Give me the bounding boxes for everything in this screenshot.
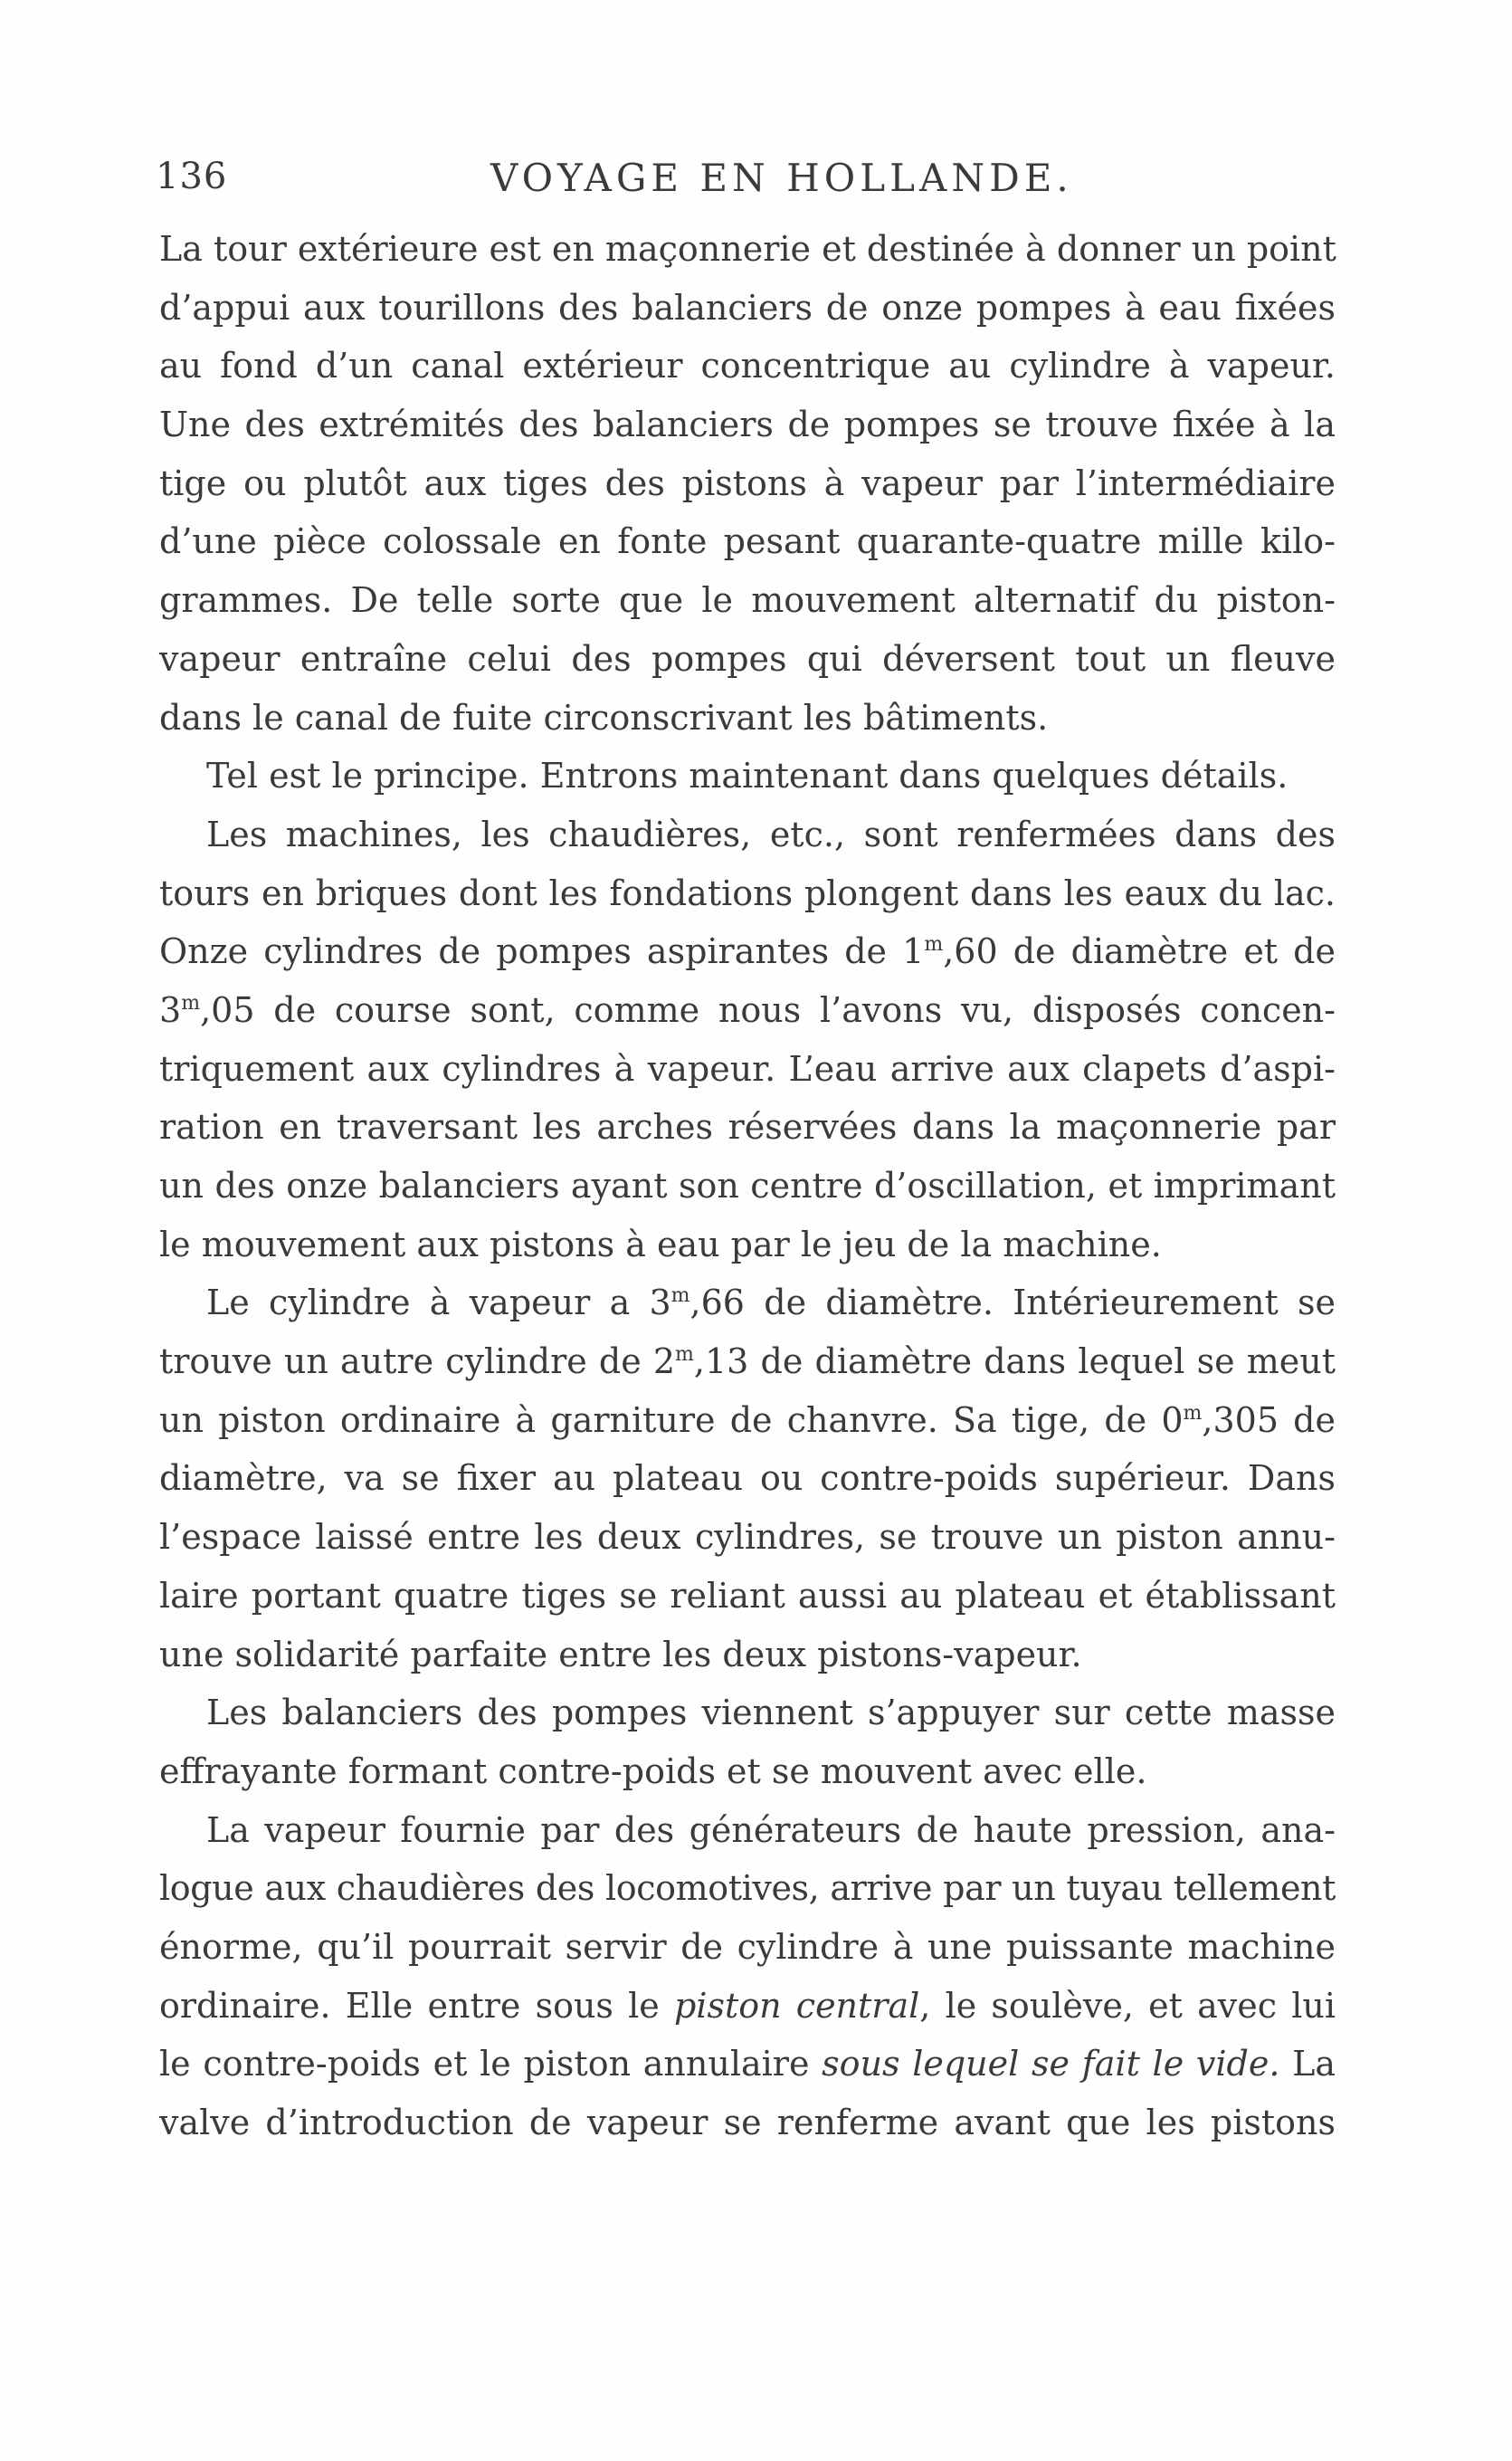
text-fragment: trouve un autre cylindre de 2: [159, 1341, 676, 1382]
text-line-with-superscript: [159, 981, 1336, 1040]
text-line: le mouvement aux pistons à eau par le jeu de la machine.: [159, 1224, 1162, 1264]
paragraph-1: [159, 220, 1336, 747]
text-line: un des onze balanciers ayant son centre d’oscillation, et imprimant: [159, 1166, 1336, 1206]
paragraph-4: [159, 1273, 1336, 1684]
header-title: VOYAGE EN HOLLANDE.: [490, 156, 1073, 200]
text-line: La vapeur fournie par des générateurs de haute pression, ana-: [206, 1809, 1336, 1850]
text-line: tours en briques dont les fondations plongent dans les eaux du lac.: [159, 873, 1336, 913]
text-line: vapeur entraîne celui des pompes qui déversent tout un fleuve: [159, 638, 1336, 679]
text-line: laire portant quatre tiges se reliant aussi au plateau et établissant: [159, 1575, 1336, 1616]
unit-superscript: m: [181, 991, 201, 1015]
text-line: La tour extérieure est en maçonnerie et destinée à donner un point: [159, 229, 1336, 269]
text-line: triquement aux cylindres à vapeur. L’eau arrive aux clapets d’aspi-: [159, 1048, 1336, 1089]
text-fragment: Le cylindre à vapeur a 3: [206, 1283, 671, 1323]
text-fragment: le contre-poids et le piston annulaire: [159, 2044, 823, 2084]
text-fragment: ,60 de diamètre et de: [943, 931, 1336, 972]
text-line: l’espace laissé entre les deux cylindres, se trouve un piston annu-: [159, 1517, 1336, 1558]
text-line: dans le canal de fuite circonscrivant les bâtiments.: [159, 697, 1049, 738]
text-line: Les balanciers des pompes viennent s’appuyer sur cette masse: [206, 1693, 1336, 1733]
text-line: grammes. De telle sorte que le mouvement alternatif du piston-: [159, 580, 1336, 621]
text-fragment: ordinaire. Elle entre sous le: [159, 1985, 674, 2026]
italic-phrase: sous lequel se fait le vide.: [822, 2044, 1280, 2084]
text-line-with-superscript: [159, 1391, 1336, 1450]
text-fragment: Onze cylindres de pompes aspirantes de 1: [159, 931, 925, 972]
text-fragment: ,13 de diamètre dans lequel se meut: [693, 1341, 1336, 1382]
text-line: effrayante formant contre-poids et se mouvent avec elle.: [159, 1750, 1147, 1791]
text-fragment: ,305 de: [1202, 1399, 1336, 1440]
text-line-with-superscript: [159, 1332, 1336, 1391]
text-line: une solidarité parfaite entre les deux pistons-vapeur.: [159, 1634, 1082, 1674]
text-line-with-superscript: [159, 1273, 1336, 1332]
paragraph-6: [159, 1801, 1336, 2152]
text-line: logue aux chaudières des locomotives, arrive par un tuyau tellement: [159, 1868, 1336, 1909]
text-fragment: ,05 de course sont, comme nous l’avons vu, disposés concen-: [200, 989, 1336, 1030]
text-fragment: ,66 de diamètre. Intérieurement se: [689, 1283, 1336, 1323]
text-line: d’une pièce colossale en fonte pesant quarante-quatre mille kilo-: [159, 521, 1336, 562]
body-text: [159, 220, 1336, 2152]
unit-superscript: m: [1183, 1401, 1203, 1425]
text-line: tige ou plutôt aux tiges des pistons à vapeur par l’intermédiaire: [159, 463, 1336, 503]
text-line: Les machines, les chaudières, etc., sont renfermées dans des: [206, 814, 1336, 854]
paragraph-2: [159, 747, 1336, 806]
italic-phrase: piston central: [673, 1985, 920, 2026]
text-line-with-superscript: [159, 922, 1336, 981]
text-line-with-italic: [159, 2035, 1336, 2094]
text-line: diamètre, va se fixer au plateau ou contre-poids supérieur. Dans: [159, 1458, 1336, 1499]
text-fragment: 3: [159, 989, 182, 1030]
text-line: au fond d’un canal extérieur concentrique au cylindre à vapeur.: [159, 346, 1336, 386]
text-line-with-italic: [159, 1977, 1336, 2036]
unit-superscript: m: [675, 1343, 694, 1367]
page-number: 136: [156, 156, 228, 197]
text-fragment: un piston ordinaire à garniture de chanvre. Sa tige, de 0: [159, 1399, 1184, 1440]
paragraph-5: [159, 1684, 1336, 1800]
text-line: énorme, qu’il pourrait servir de cylindre à une puissante machine: [159, 1926, 1336, 1967]
text-fragment: , le soulève, et avec lui: [919, 1985, 1336, 2026]
unit-superscript: m: [670, 1284, 690, 1308]
unit-superscript: m: [924, 933, 944, 957]
text-line: Une des extrémités des balanciers de pompes se trouve fixée à la: [159, 405, 1336, 445]
text-line: d’appui aux tourillons des balanciers de onze pompes à eau fixées: [159, 287, 1336, 328]
text-line: Tel est le principe. Entrons maintenant dans quelques détails.: [206, 756, 1289, 796]
text-line: valve d’introduction de vapeur se renferme avant que les pistons: [159, 2103, 1336, 2142]
text-line: ration en traversant les arches réservées dans la maçonnerie par: [159, 1107, 1336, 1148]
running-head: [156, 156, 1341, 201]
text-fragment: La: [1279, 2044, 1336, 2084]
paragraph-3: [159, 806, 1336, 1274]
